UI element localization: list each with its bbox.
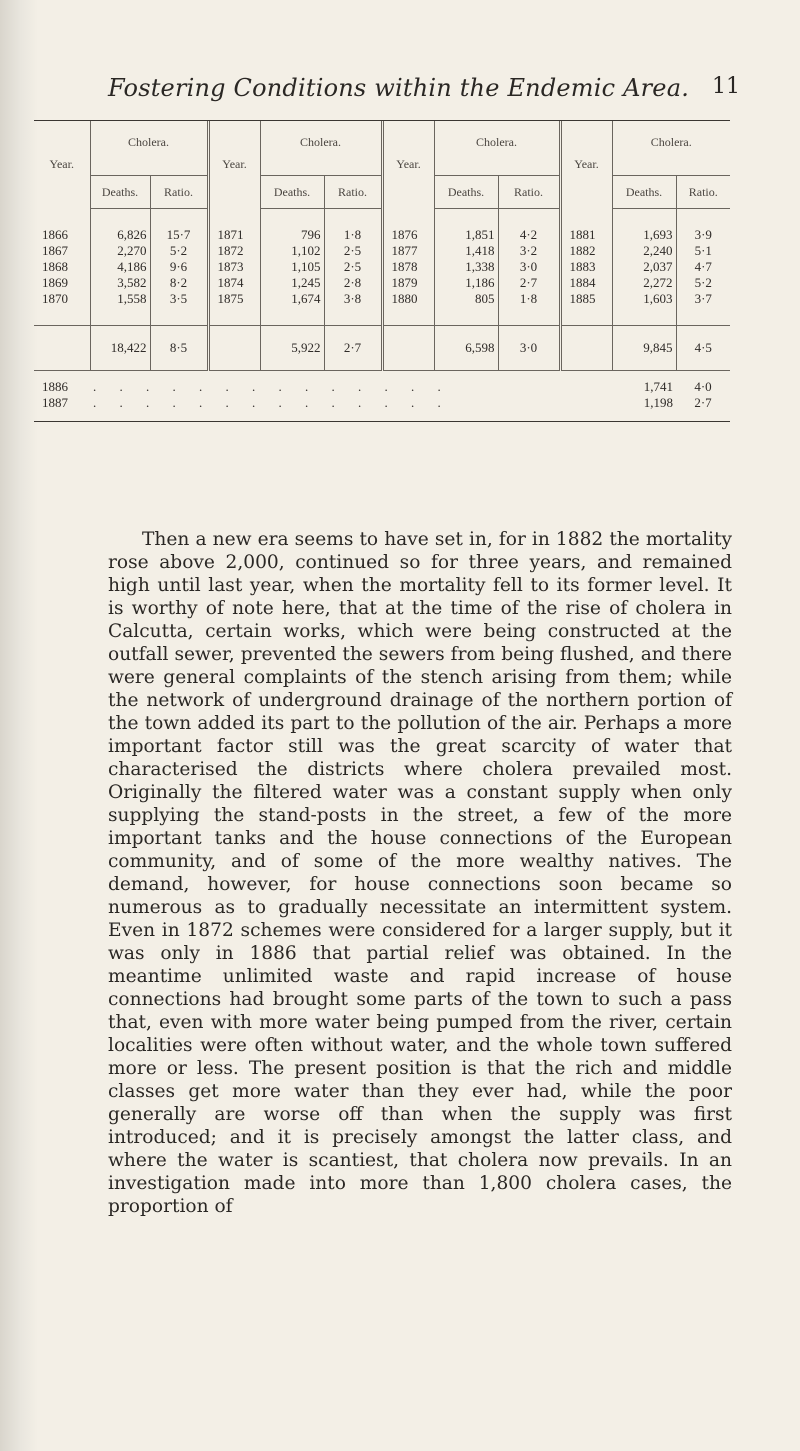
totals-row xyxy=(34,326,730,371)
year-cell: 1879 xyxy=(382,275,434,291)
page-header xyxy=(108,74,740,114)
table-row xyxy=(34,259,730,275)
deaths-cell: 1,558 xyxy=(90,291,150,307)
year-cell: 1866 xyxy=(42,227,68,242)
year-cell: 1874 xyxy=(208,275,260,291)
ratio-cell: 1·8 xyxy=(498,291,560,307)
ratio-cell: 2·7 xyxy=(498,275,560,291)
year-header: Year. xyxy=(560,121,612,209)
ratio-cell: 1·8 xyxy=(324,227,382,243)
leader-dots: . . . . . . . . . . . . . . xyxy=(93,395,451,410)
table-row xyxy=(34,395,730,421)
year-cell: 1880 xyxy=(382,291,434,307)
running-title: Fostering Conditions within the Endemic Area. xyxy=(108,74,690,102)
deaths-cell: 1,105 xyxy=(260,259,324,275)
cholera-header: Cholera. xyxy=(434,121,560,176)
ratio-header: Ratio. xyxy=(498,176,560,209)
year-cell: 1882 xyxy=(560,243,612,259)
cholera-table xyxy=(34,121,730,421)
year-cell: 1887 xyxy=(42,395,68,410)
deaths-header: Deaths. xyxy=(260,176,324,209)
total-ratio-cell: 2·7 xyxy=(324,326,382,371)
deaths-cell: 1,245 xyxy=(260,275,324,291)
year-cell: 1868 xyxy=(42,259,68,274)
ratio-cell: 4·2 xyxy=(498,227,560,243)
total-ratio-cell: 3·0 xyxy=(498,326,560,371)
total-deaths-cell: 18,422 xyxy=(90,326,150,371)
ratio-cell: 2·8 xyxy=(324,275,382,291)
deaths-cell: 805 xyxy=(434,291,498,307)
deaths-cell: 1,338 xyxy=(434,259,498,275)
ratio-cell: 5·2 xyxy=(150,243,208,259)
deaths-cell: 6,826 xyxy=(90,227,150,243)
ratio-cell: 2·5 xyxy=(324,259,382,275)
ratio-cell: 4·7 xyxy=(676,259,730,275)
ratio-cell: 3·9 xyxy=(676,227,730,243)
deaths-cell: 1,603 xyxy=(612,291,676,307)
total-deaths-cell: 6,598 xyxy=(434,326,498,371)
book-spine-shadow xyxy=(0,0,38,1451)
total-deaths-cell: 5,922 xyxy=(260,326,324,371)
deaths-header: Deaths. xyxy=(612,176,676,209)
ratio-header: Ratio. xyxy=(150,176,208,209)
ratio-cell: 3·0 xyxy=(498,259,560,275)
year-cell: 1867 xyxy=(42,243,68,258)
deaths-header: Deaths. xyxy=(434,176,498,209)
table-row xyxy=(34,275,730,291)
deaths-cell: 1,102 xyxy=(260,243,324,259)
ratio-header: Ratio. xyxy=(324,176,382,209)
leader-dots: . . . . . . . . . . . . . . xyxy=(93,379,451,394)
ratio-cell: 3·5 xyxy=(150,291,208,307)
ratio-cell: 4·0 xyxy=(694,379,712,394)
year-cell: 1870 xyxy=(42,291,68,306)
cholera-header: Cholera. xyxy=(260,121,382,176)
deaths-header: Deaths. xyxy=(90,176,150,209)
year-cell: 1884 xyxy=(560,275,612,291)
year-cell: 1881 xyxy=(560,227,612,243)
body-text xyxy=(108,528,732,1218)
year-cell: 1869 xyxy=(42,275,68,290)
deaths-cell: 3,582 xyxy=(90,275,150,291)
total-ratio-cell: 4·5 xyxy=(676,326,730,371)
year-cell: 1873 xyxy=(208,259,260,275)
body-paragraph: Then a new era seems to have set in, for in 1882 the mortality rose above 2,000, continued so for three years, and remained high until last year, when the mortality fell to its former level. It is worthy of note here, that at the time of the rise of cholera in Calcutta, certain works, which were being constructed at the outfall sewer, prevented the sewers from being flushed, and there were general complaints of the stench arising from them; while the network of underground drainage of the northern portion of the town added its part to the pollution of the air. Perhaps a more important factor still was the great scarcity of water that characterised the districts where cholera prevailed most. Originally the filtered water was a constant supply when only supplying the stand-posts in the street, a few of the more important tanks and the house connections of the European community, and of some of the more wealthy natives. The demand, however, for house connections soon became so numerous as to gradually necessitate an intermittent system. Even in 1872 schemes were considered for a larger supply, but it was only in 1886 that partial relief was obtained. In the meantime unlimited waste and rapid increase of house connections had brought some parts of the town to such a pass that, even with more water being pumped from the river, certain localities were often without water, and the whole town suffered more or less. The present position is that the rich and middle classes get more water than they ever had, while the poor generally are worse off than when the supply was first introduced; and it is precisely amongst the latter class, and where the water is scantiest, that cholera now prevails. In an investigation made into more than 1,800 cholera cases, the proportion of xyxy=(108,529,732,1217)
ratio-cell: 5·1 xyxy=(676,243,730,259)
total-ratio-cell: 8·5 xyxy=(150,326,208,371)
deaths-cell: 1,741 xyxy=(643,379,673,394)
deaths-cell: 2,272 xyxy=(612,275,676,291)
year-header: Year. xyxy=(49,157,74,172)
cholera-header: Cholera. xyxy=(612,121,730,176)
ratio-cell: 3·2 xyxy=(498,243,560,259)
ratio-cell: 2·7 xyxy=(694,395,712,410)
table-row xyxy=(34,243,730,259)
year-cell: 1875 xyxy=(208,291,260,307)
year-cell: 1886 xyxy=(42,379,68,394)
ratio-cell: 8·2 xyxy=(150,275,208,291)
year-header: Year. xyxy=(382,121,434,209)
deaths-cell: 2,240 xyxy=(612,243,676,259)
deaths-cell: 1,674 xyxy=(260,291,324,307)
year-header: Year. xyxy=(208,121,260,209)
cholera-header: Cholera. xyxy=(90,121,208,176)
year-cell: 1885 xyxy=(560,291,612,307)
year-cell: 1872 xyxy=(208,243,260,259)
ratio-cell: 5·2 xyxy=(676,275,730,291)
deaths-cell: 1,418 xyxy=(434,243,498,259)
year-cell: 1883 xyxy=(560,259,612,275)
table-row xyxy=(34,291,730,307)
year-cell: 1871 xyxy=(208,227,260,243)
year-cell: 1877 xyxy=(382,243,434,259)
year-cell: 1876 xyxy=(382,227,434,243)
ratio-cell: 3·8 xyxy=(324,291,382,307)
deaths-cell: 4,186 xyxy=(90,259,150,275)
deaths-cell: 796 xyxy=(260,227,324,243)
ratio-cell: 9·6 xyxy=(150,259,208,275)
table-row xyxy=(34,227,730,243)
ratio-header: Ratio. xyxy=(676,176,730,209)
year-cell: 1878 xyxy=(382,259,434,275)
deaths-cell: 2,037 xyxy=(612,259,676,275)
deaths-cell: 1,198 xyxy=(643,395,673,410)
deaths-cell: 1,693 xyxy=(612,227,676,243)
table-row xyxy=(34,371,730,396)
cholera-mortality-table xyxy=(34,120,730,422)
deaths-cell: 1,186 xyxy=(434,275,498,291)
deaths-cell: 1,851 xyxy=(434,227,498,243)
page-number: 11 xyxy=(712,74,740,99)
ratio-cell: 2·5 xyxy=(324,243,382,259)
ratio-cell: 15·7 xyxy=(150,227,208,243)
ratio-cell: 3·7 xyxy=(676,291,730,307)
total-deaths-cell: 9,845 xyxy=(612,326,676,371)
deaths-cell: 2,270 xyxy=(90,243,150,259)
